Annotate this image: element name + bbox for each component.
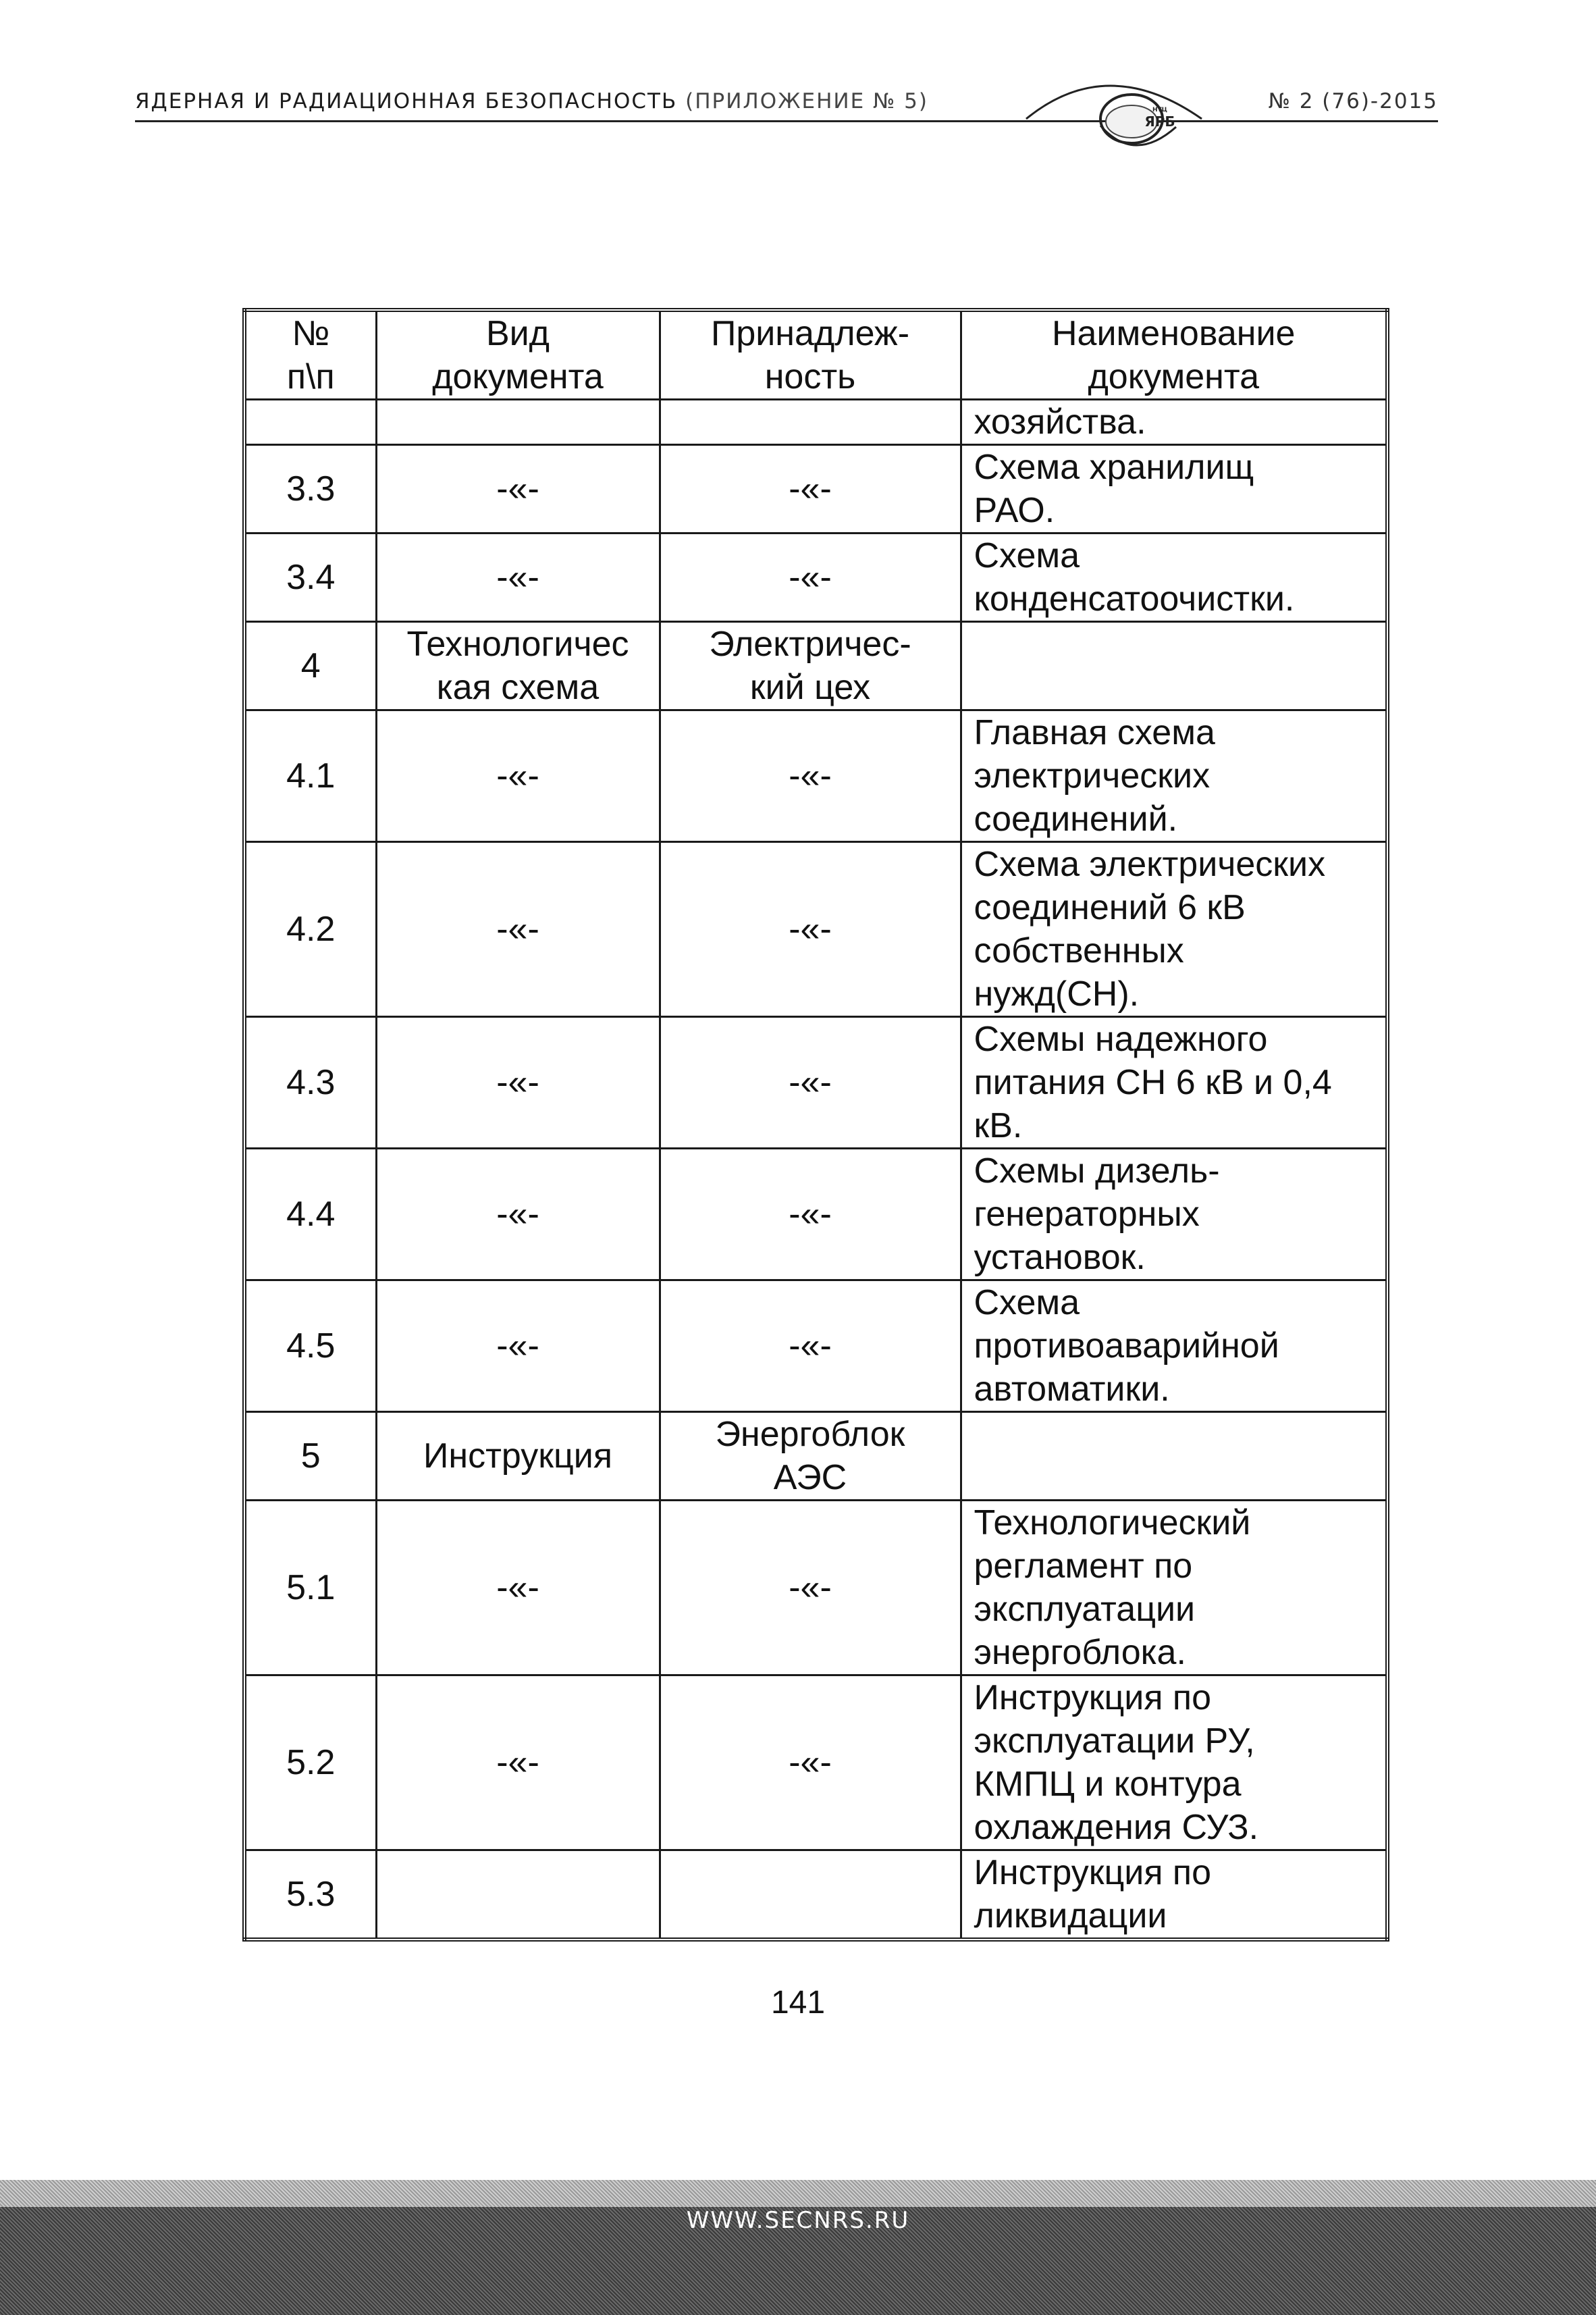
- cell-document-name: Схемы дизель- генераторных установок.: [961, 1149, 1387, 1280]
- cell-owner: -«-: [660, 445, 961, 534]
- cell-owner: -«-: [660, 1675, 961, 1850]
- cell-document-name: хозяйства.: [961, 400, 1387, 445]
- table-row: [244, 400, 1387, 445]
- table-row: [244, 1280, 1387, 1412]
- table-row: [244, 1149, 1387, 1280]
- appendix-label: (ПРИЛОЖЕНИЕ № 5): [685, 89, 928, 113]
- cell-number: 4.2: [244, 842, 376, 1017]
- cell-owner: -«-: [660, 1017, 961, 1149]
- table-row: [244, 1501, 1387, 1675]
- table-row: [244, 710, 1387, 842]
- cell-document-type: Инструкция: [376, 1412, 660, 1501]
- cell-number: 5: [244, 1412, 376, 1501]
- cell-document-type: -«-: [376, 1149, 660, 1280]
- cell-number: 3.4: [244, 534, 376, 622]
- cell-document-type: -«-: [376, 1501, 660, 1675]
- table-row: [244, 534, 1387, 622]
- cell-document-type: -«-: [376, 842, 660, 1017]
- table-row: [244, 842, 1387, 1017]
- cell-owner: [660, 400, 961, 445]
- page-header: [135, 80, 1438, 134]
- cell-document-type: -«-: [376, 445, 660, 534]
- header-cell-type: Вид документа: [376, 310, 660, 400]
- logo-text: [1133, 107, 1187, 130]
- header-cell-number: № п\п: [244, 310, 376, 400]
- cell-number: 5.1: [244, 1501, 376, 1675]
- cell-number: 4.5: [244, 1280, 376, 1412]
- cell-number: 4.4: [244, 1149, 376, 1280]
- cell-number: 4: [244, 622, 376, 710]
- cell-owner: -«-: [660, 1501, 961, 1675]
- cell-document-name: Инструкция по ликвидации: [961, 1850, 1387, 1940]
- cell-document-type: -«-: [376, 1675, 660, 1850]
- footer-url-link[interactable]: WWW.SECNRS.RU: [686, 2207, 910, 2234]
- cell-document-type: [376, 400, 660, 445]
- footer-band-light: [0, 2180, 1596, 2207]
- page-number: 141: [770, 1985, 826, 2021]
- cell-document-name: Инструкция по эксплуатации РУ, КМПЦ и контура охлаждения СУЗ.: [961, 1675, 1387, 1850]
- table-row: [244, 1850, 1387, 1940]
- table-row: [244, 1675, 1387, 1850]
- cell-owner: [660, 1850, 961, 1940]
- cell-document-name: Технологический регламент по эксплуатации энергоблока.: [961, 1501, 1387, 1675]
- logo-small-text: НТЦ: [1152, 107, 1168, 113]
- table-row: [244, 445, 1387, 534]
- cell-number: 4.3: [244, 1017, 376, 1149]
- journal-title: [135, 89, 928, 113]
- cell-owner: -«-: [660, 1149, 961, 1280]
- cell-owner: -«-: [660, 1280, 961, 1412]
- cell-number: [244, 400, 376, 445]
- cell-document-name: Схема противоаварийной автоматики.: [961, 1280, 1387, 1412]
- issue-number: № 2 (76)-2015: [1268, 89, 1438, 113]
- cell-document-type: -«-: [376, 1017, 660, 1149]
- logo-main-text: ЯРБ: [1144, 113, 1175, 130]
- cell-owner: -«-: [660, 710, 961, 842]
- table-row: [244, 1412, 1387, 1501]
- cell-document-name: Главная схема электрических соединений.: [961, 710, 1387, 842]
- cell-document-name: Схемы надежного питания СН 6 кВ и 0,4 кВ.: [961, 1017, 1387, 1149]
- cell-document-type: Технологичес кая схема: [376, 622, 660, 710]
- cell-number: 3.3: [244, 445, 376, 534]
- header-divider: [135, 120, 1438, 122]
- table-row: [244, 1017, 1387, 1149]
- cell-number: 5.3: [244, 1850, 376, 1940]
- header-cell-owner: Принадлеж- ность: [660, 310, 961, 400]
- cell-owner: Электричес- кий цех: [660, 622, 961, 710]
- table-row: [244, 622, 1387, 710]
- cell-document-type: -«-: [376, 710, 660, 842]
- cell-document-name: Схема конденсатоочистки.: [961, 534, 1387, 622]
- cell-document-type: -«-: [376, 534, 660, 622]
- cell-owner: Энергоблок АЭС: [660, 1412, 961, 1501]
- documents-table-body: [244, 310, 1387, 1940]
- cell-document-name: [961, 622, 1387, 710]
- table-header-row: [244, 310, 1387, 400]
- journal-name: ЯДЕРНАЯ И РАДИАЦИОННАЯ БЕЗОПАСНОСТЬ: [135, 89, 678, 113]
- cell-document-type: -«-: [376, 1280, 660, 1412]
- cell-document-name: Схема электрических соединений 6 кВ собственных нужд(СН).: [961, 842, 1387, 1017]
- cell-document-type: [376, 1850, 660, 1940]
- cell-owner: -«-: [660, 534, 961, 622]
- cell-document-name: Схема хранилищ РАО.: [961, 445, 1387, 534]
- header-cell-name: Наименование документа: [961, 310, 1387, 400]
- cell-document-name: [961, 1412, 1387, 1501]
- cell-number: 5.2: [244, 1675, 376, 1850]
- documents-table: [242, 308, 1389, 1942]
- cell-number: 4.1: [244, 710, 376, 842]
- cell-owner: -«-: [660, 842, 961, 1017]
